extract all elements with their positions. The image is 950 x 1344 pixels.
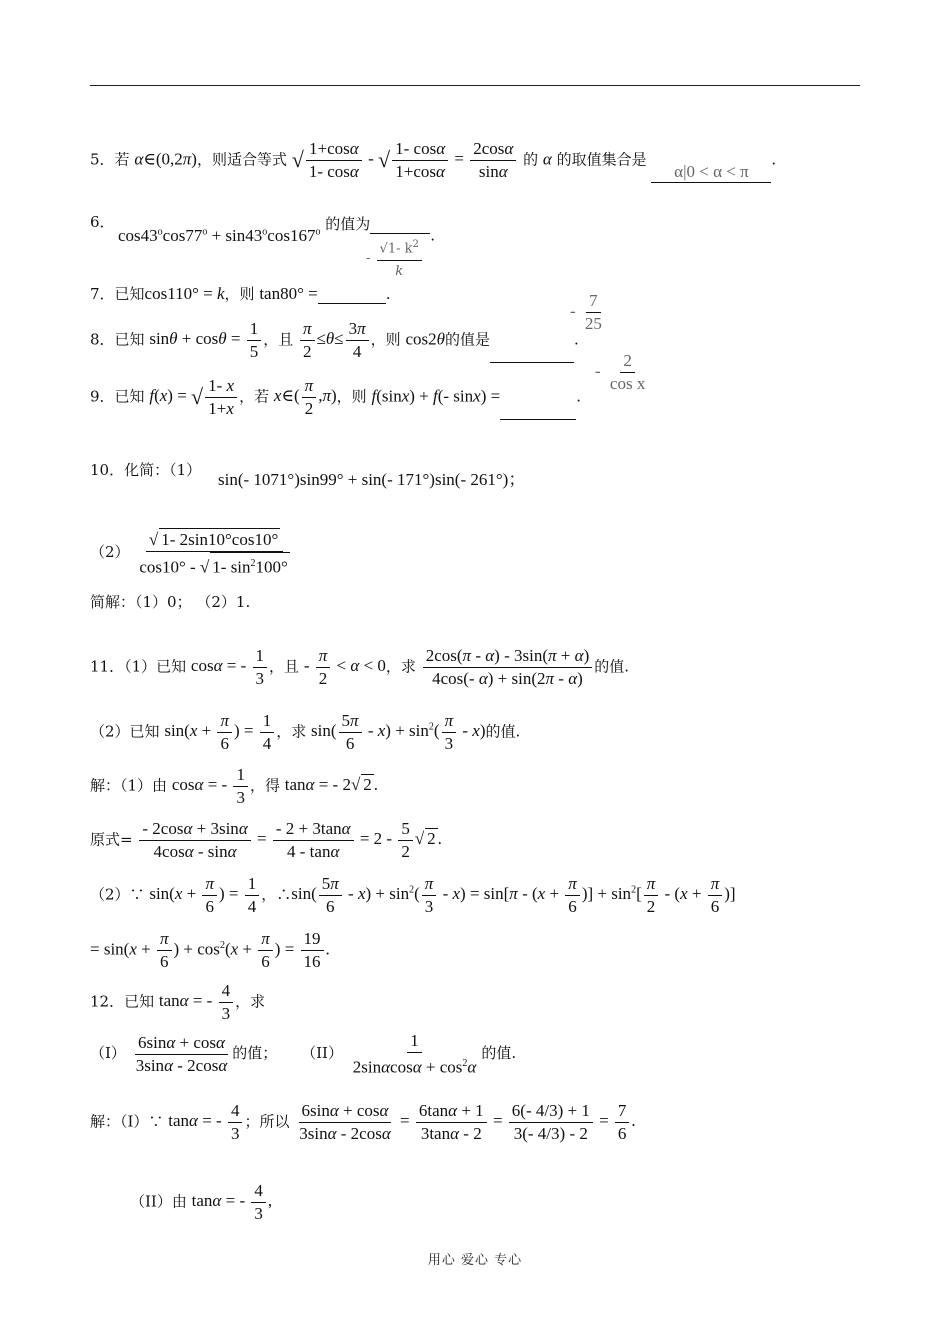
question-12: 12．已知 tanα = - $\frac{4}{3}$ ，求: [90, 981, 266, 1023]
q11-solution-2: （2）∵ sin(x + $\frac{\pi}{6}$ ) = $\frac{1}{4}$ ，∴sin( $\frac{5\pi}{6}$ - $x) + \sin^2$( $\frac{\pi}{3}$ - x) = sin[π - (x + $\frac{\pi}{6}$ )] + $\sin^2$[ $\frac{\pi}{2}$ - (x + $\frac{\pi}{6}$ )]: [90, 874, 736, 916]
q9-answer: - $\frac{2}{\text{cos x}}$: [595, 351, 646, 393]
question-5: 5．若 α∈(0,2π)，则适合等式 √ $\frac{1+\cos\alpha}{1- \cos\alpha}$ - √ $\frac{1- \cos\alpha}{1+\cos\alpha}$ = $\frac{2\cos\alpha}{\sin\alpha}$ 的 α 的取值集合是 α|0 < α < π.: [90, 139, 777, 181]
q12-solution-1: 解：（I）∵ tanα = - $\frac{4}{3}$ ；所以 $\frac{6\sin\alpha + \cos\alpha}{3\sin\alpha - 2\cos\alpha}$ = $\frac{6\tan\alpha + 1}{3\tan\alpha - 2}$ = $\frac{6(- 4/3) + 1}{3(- 4/3) - 2}$ = $\frac{7}{6}$ .: [90, 1101, 636, 1143]
q5-answer: α|0 < α < π: [651, 162, 771, 183]
q6-answer: - $\frac{√1- k^2}{k}$: [366, 234, 424, 283]
q12-parts: （I） $\frac{6\sin\alpha + \cos\alpha}{3\sin\alpha - 2\cos\alpha}$ 的值； （II） $\frac{1}{2\sin\alpha\cos\alpha + \cos^2\alpha}$ 的值.: [90, 1031, 517, 1077]
q11-solution-3: = sin(x + $\frac{\pi}{6}$ ) + $\cos^2(x$ + $\frac{\pi}{6}$ ) = $\frac{19}{16}$ .: [90, 929, 330, 971]
q10-solution: 简解：（1）0； （2）1.: [90, 593, 251, 611]
q5-number: 5．若: [90, 150, 130, 169]
q12-solution-2: （II）由 tanα = - $\frac{4}{3}$ ,: [130, 1181, 273, 1223]
question-7: 7．已知cos110° = k，则 tan80° = .: [90, 284, 391, 303]
page-footer: 用心 爱心 专心: [427, 1253, 523, 1268]
question-6: 6．: [90, 213, 115, 231]
q11-solution-1: 解：（1）由 cosα = - $\frac{1}{3}$ ，得 tanα = - 2√ 2 .: [90, 765, 379, 807]
q10-part2: （2） $\frac{√ 1- 2\sin 10^\circ\cos 10^\circ}{\cos 10^\circ - √ 1- \sin^2100^\circ}$: [90, 530, 288, 577]
q11-part2: （2）已知 sin(x + $\frac{\pi}{6}$ ) = $\frac{1}{4}$ ，求 sin( $\frac{5\pi}{6}$ - $x) + \sin^2$( $\frac{\pi}{3}$ - x)的值.: [90, 711, 521, 753]
question-8: 8．已知 sinθ + cosθ = $\frac{1}{5}$ ，且 $\frac{\pi}{2}$ ≤θ≤ $\frac{3\pi}{4}$ ，则 cos2θ的值是 .: [90, 319, 579, 361]
q11-solution-yuanshi: 原式= $\frac{- 2\cos\alpha + 3\sin\alpha}{4\cos\alpha - \sin\alpha}$ = $\frac{- 2 + 3\tan\alpha}{4 - \tan\alpha}$ = 2 - $\frac{5}{2}$ √ 2 .: [90, 819, 442, 861]
header-rule: [90, 85, 860, 86]
question-11: 11．（1）已知 cosα = - $\frac{1}{3}$ ，且 - $\frac{\pi}{2}$ < α < 0，求 $\frac{2\cos(\pi - \alpha) - 3\sin(\pi + \alpha)}{4\cos(- \alpha) + \sin(2\pi - \alpha)}$ 的值.: [90, 646, 630, 688]
question-9: 9．已知 f(x) = √ $\frac{1- x}{1+x}$ ，若 x∈( $\frac{\pi}{2}$ ,π)，则 f(sinx) + f(- sinx) = .: [90, 376, 581, 418]
question-10: 10．化简：（1）: [90, 461, 202, 479]
q8-answer: - $\frac{7}{25}$: [570, 291, 602, 333]
